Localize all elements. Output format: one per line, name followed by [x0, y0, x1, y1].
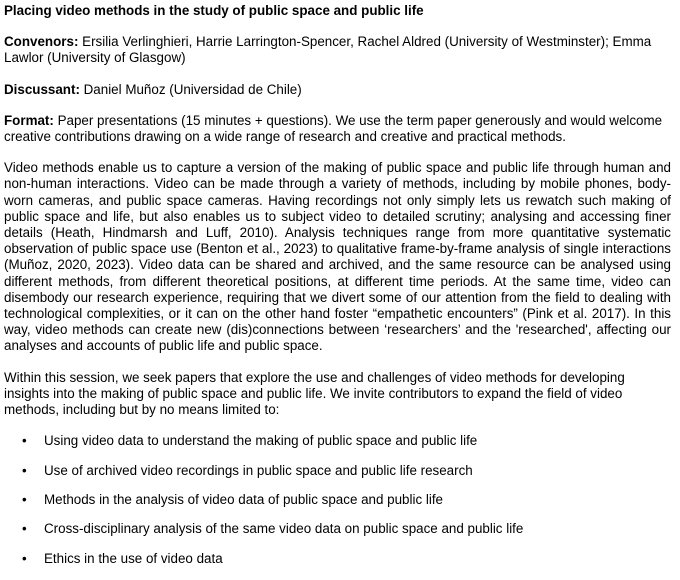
list-item-text: Methods in the analysis of video data of public space and public life — [44, 492, 443, 508]
list-item — [4, 521, 671, 550]
bullet-icon: • — [22, 492, 27, 508]
list-item — [4, 492, 671, 521]
format-label: Format: — [4, 112, 54, 128]
format-paragraph — [4, 113, 671, 145]
bullet-icon: • — [22, 521, 27, 537]
document — [4, 3, 671, 580]
bullet-icon: • — [22, 433, 27, 449]
discussant-text: Daniel Muñoz (Universidad de Chile) — [83, 81, 302, 97]
convenors-label: Convenors: — [4, 34, 79, 50]
discussant-label: Discussant: — [4, 81, 80, 97]
list-item — [4, 463, 671, 492]
body-paragraph-video-methods: Video methods enable us to capture a version of the making of public space and public life through human and non-human interactions. Video can be made through a variety of methods, including by mobile phones, body-worn cameras, and public space cameras. Having recordings not only simply lets us rewatch such making of public space and life, but also enables us to subject video to detailed scrutiny; analysing and accessing finer details (Heath, Hindmarsh and Luff, 2010). Analysis techniques range from more quantitative systematic observation of public space use (Benton et al., 2023) to qualitative frame-by-frame analysis of single interactions (Muñoz, 2020, 2023). Video data can be shared and archived, and the same resource can be analysed using different methods, from different theoretical positions, at different time periods. At the same time, video can disembody our research experience, requiring that we divert some of our attention from the field to dealing with technological complexities, or it can on the other hand foster “empathetic encounters” (Pink et al. 2017). In this way, video methods can create new (dis)connections between ‘researchers’ and the 'researched', affecting our analyses and accounts of public life and public space. — [4, 160, 671, 354]
session-title: Placing video methods in the study of public space and public life — [4, 3, 424, 18]
list-item-text: Using video data to understand the making of public space and public life — [44, 433, 478, 449]
list-item-text: Use of archived video recordings in public space and public life research — [44, 462, 473, 478]
convenors-text: Ersilia Verlinghieri, Harrie Larrington-Spencer, Rachel Aldred (University of Westminster); Emma Lawlor (University of Glasgow) — [4, 34, 652, 66]
list-item — [4, 551, 671, 580]
discussant-paragraph — [4, 82, 671, 98]
bullet-icon: • — [22, 462, 27, 478]
convenors-paragraph — [4, 34, 671, 66]
topic-list — [4, 433, 671, 580]
list-item — [4, 433, 671, 462]
list-item-text: Cross-disciplinary analysis of the same video data on public space and public life — [44, 521, 524, 537]
list-item-text: Ethics in the use of video data — [44, 550, 223, 566]
format-text: Paper presentations (15 minutes + questions). We use the term paper generously and would welcome creative contributions drawing on a wide range of research and creative and practical methods. — [4, 112, 663, 145]
bullet-icon: • — [22, 550, 27, 566]
body-paragraph-call-for-papers: Within this session, we seek papers that explore the use and challenges of video methods for developing insights into the making of public space and public life. We invite contributors to expand the field of video methods, including but by no means limited to: — [4, 369, 625, 418]
